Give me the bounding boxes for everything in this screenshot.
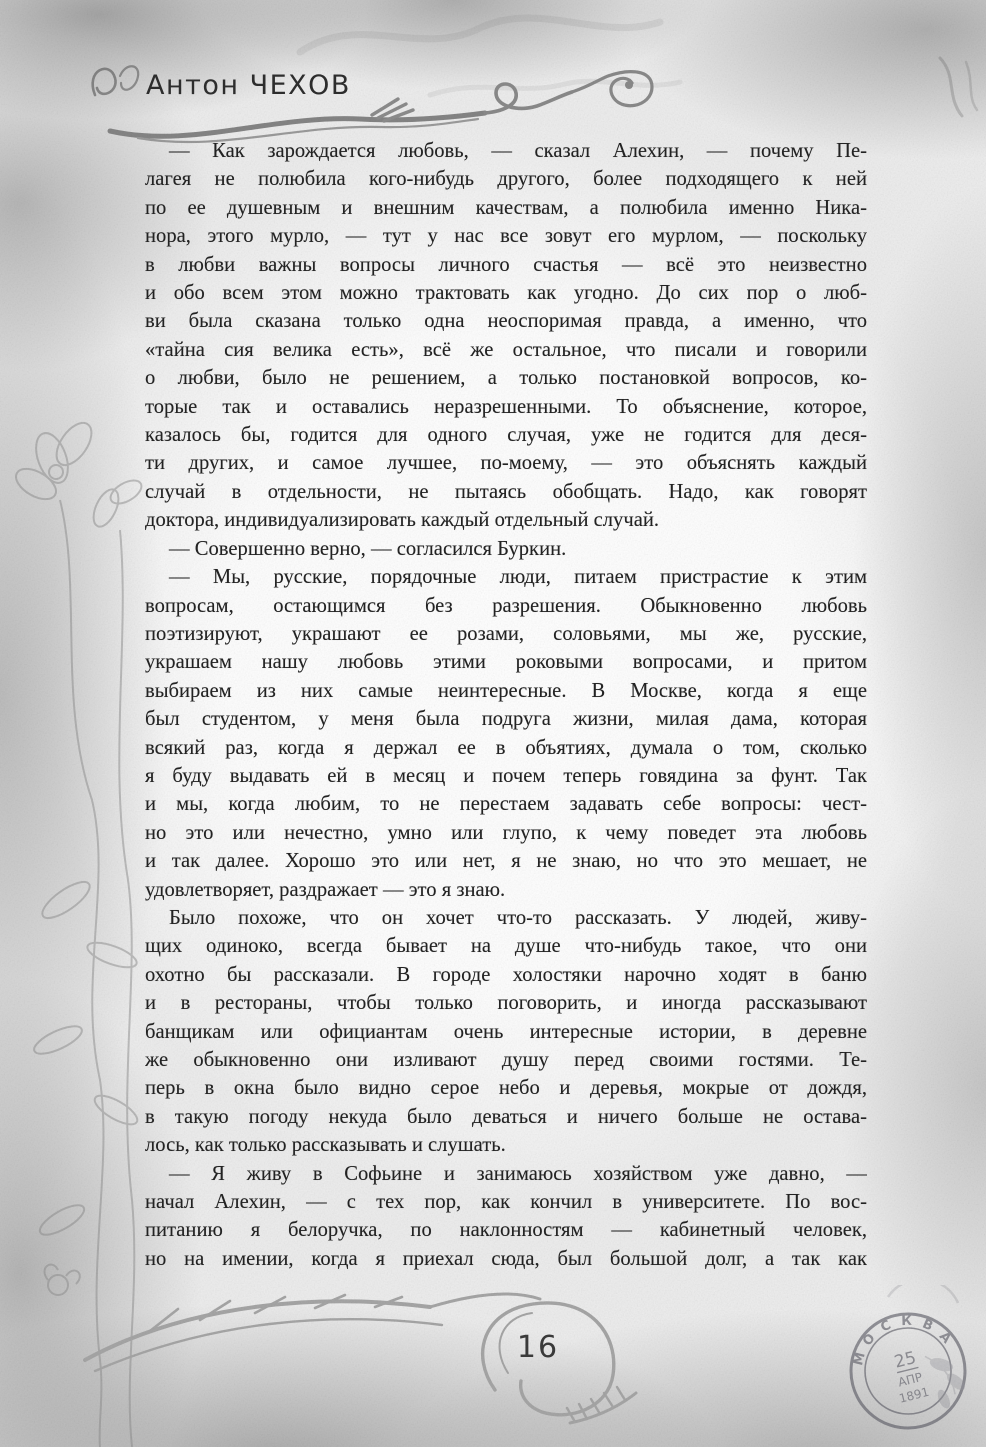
svg-text:А: А [935,1329,954,1347]
text-line: же обыкновенно они изливают душу перед своими гостями. Те- [145,1049,867,1071]
text-line: но это или нечестно, умно или глупо, к чему поведет эта любовь [145,821,867,844]
page-text [145,137,867,1273]
text-line: я буду выдавать ей в месяц и почем теперь говядина за фунт. Так [145,764,867,787]
svg-text:М: М [851,1350,869,1368]
text-line: — Я живу в Софьине и занимаюсь хозяйством уже давно, — [169,1162,867,1185]
text-line: Было похоже, что он хочет что-то рассказать. У людей, живу- [169,906,867,929]
text-line: «тайна сия велика есть», всё же остальное, что писали и говорили [145,338,867,361]
author-name: Антон ЧЕХОВ [146,70,351,101]
text-line: питанию я белоручка, по наклонностям — кабинетный человек, [145,1219,867,1242]
stamp-year: 1891 [897,1384,931,1406]
text-line: и мы, когда любим, то не перестаем задавать себе вопросы: чест- [145,793,867,816]
text-line: охотно бы рассказали. В городе холостяки нарочно ходят в баню [145,963,867,986]
text-line: банщикам или официантам очень интересные истории, в деревне [145,1020,867,1043]
text-line: нора, этого мурло, — тут у нас все зовут его мурлом, — поскольку [145,225,867,248]
svg-text:С: С [878,1317,894,1336]
text-line: доктора, индивидуализировать каждый отдельный случай. [145,509,660,532]
text-line: вопросам, остающимся без разрешения. Обыкновенно любовь [145,594,867,617]
text-line: был студентом, у меня была подруга жизни, милая дама, которая [145,708,867,731]
text-line: всякий раз, когда я держал ее в объятиях, думала о том, сколько [145,736,867,759]
text-line: — Как зарождается любовь, — сказал Алехин, — почему Пе- [169,140,867,162]
text-line: в такую погоду некуда было деваться и ничего больше не остава- [145,1105,867,1128]
paragraph [145,535,867,563]
text-line: щих одиноко, всегда бывает на душе что-нибудь такое, что они [145,935,867,958]
text-line: ти других, и самое лучшее, по-моему, — это объяснять каждый [145,452,867,475]
text-line: — Совершенно верно, — согласился Буркин. [169,537,567,560]
text-line: начал Алехин, — с тех пор, как кончил в университете. По вос- [145,1191,867,1214]
text-line: о любви, было не решением, а только постановкой вопросов, ко- [145,367,867,390]
text-line: и обо всем этом можно трактовать как угодно. До сих пор о люб- [145,282,867,305]
text-line: перь в окна было видно серое небо и деревья, мокрые от дождя, [145,1077,867,1100]
text-line: украшаем нашу любовь этими роковыми вопросами, и притом [145,651,867,674]
svg-text:К: К [901,1313,913,1330]
paragraph [145,1160,867,1274]
svg-text:О: О [860,1330,879,1349]
stamp-month: АПР [896,1369,924,1390]
paragraph [145,137,867,535]
page-number: 16 [516,1330,560,1365]
postmark-stamp [833,1285,983,1445]
text-line: и так далее. Хорошо это или нет, я не знаю, но что это мешает, не [145,850,867,873]
paragraph [145,563,867,904]
text-line: случай в отдельности, не пытаясь обобщать. Надо, как говорят [145,480,867,503]
text-line: казалось бы, годится для одного случая, уже не годится для деся- [145,424,867,447]
text-line: удовлетворяет, раздражает — это я знаю. [145,878,506,901]
text-line: лось, как только рассказывать и слушать. [145,1134,506,1157]
text-line: поэтизируют, украшают ее розами, соловьями, мы же, русские, [145,622,867,645]
text-line: — Мы, русские, порядочные люди, питаем пристрастие к этим [169,566,867,589]
text-line: лагея не полюбила кого-нибудь другого, более подходящего к ней [145,168,867,191]
text-line: ви была сказана только одна неоспоримая правда, а именно, что [145,310,867,333]
paragraph [145,904,867,1160]
text-line: в любви важны вопросы личного счастья — всё это неизвестно [145,253,867,276]
stamp-city-arc [842,1303,955,1370]
stamp-day: 25 [892,1348,919,1373]
svg-text:В: В [919,1316,936,1335]
text-line: и в рестораны, чтобы только поговорить, и иногда рассказывают [145,992,867,1015]
text-line: выбираем из них самые неинтересные. В Москве, когда я еще [145,679,867,702]
text-line: торые так и оставались неразрешенными. То объяснение, которое, [145,395,867,418]
text-line: но на имении, когда я приехал сюда, был большой долг, а так как [145,1247,867,1270]
text-line: по ее душевным и внешним качествам, а полюбила именно Ника- [145,196,867,219]
